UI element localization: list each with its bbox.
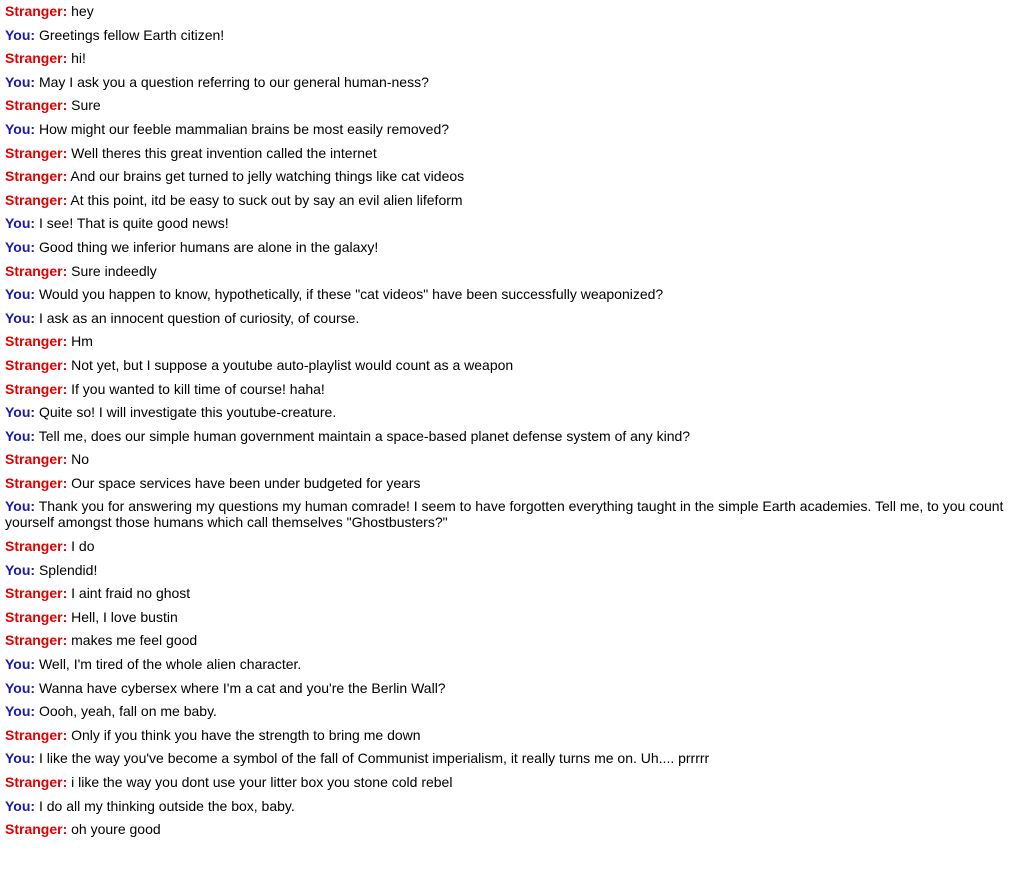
stranger-speaker-label: Stranger: [5, 97, 68, 114]
you-message [5, 74, 1024, 90]
stranger-speaker-label: Stranger: [5, 380, 68, 397]
stranger-speaker-label: Stranger: [5, 585, 68, 602]
message-text: May I ask you a question referring to our general human-ness? [38, 73, 429, 90]
stranger-message [5, 145, 1024, 161]
you-message [5, 498, 1024, 530]
stranger-speaker-label: Stranger: [5, 726, 68, 743]
stranger-message [5, 333, 1024, 349]
you-speaker-label: You: [5, 797, 36, 814]
stranger-speaker-label: Stranger: [5, 632, 68, 649]
stranger-speaker-label: Stranger: [5, 262, 68, 279]
stranger-message [5, 357, 1024, 373]
stranger-message [5, 97, 1024, 113]
stranger-speaker-label: Stranger: [5, 356, 68, 373]
message-text: hey [71, 3, 94, 19]
stranger-speaker-label: Stranger: [5, 191, 68, 208]
stranger-message [5, 381, 1024, 397]
message-text: At this point, itd be easy to suck out by say an evil alien lifeform [70, 191, 463, 208]
you-message [5, 121, 1024, 137]
message-text: No [71, 451, 90, 468]
you-speaker-label: You: [5, 120, 36, 137]
message-text: Quite so! I will investigate this youtube-creature. [38, 404, 337, 421]
message-text: Splendid! [38, 561, 98, 578]
you-speaker-label: You: [5, 427, 36, 444]
stranger-message [5, 774, 1024, 790]
stranger-speaker-label: Stranger: [5, 451, 68, 468]
message-text: I do [71, 538, 95, 555]
stranger-message [5, 3, 1024, 19]
you-speaker-label: You: [5, 238, 36, 255]
message-text: I like the way you've become a symbol of the fall of Communist imperialism, it really turns me on. Uh.... prrrrr [38, 750, 710, 767]
you-speaker-label: You: [5, 679, 36, 696]
stranger-speaker-label: Stranger: [5, 474, 68, 491]
message-text: hi! [71, 50, 86, 67]
message-text: If you wanted to kill time of course! haha! [71, 380, 325, 397]
message-text: Sure indeedly [71, 262, 157, 279]
message-text: I see! That is quite good news! [38, 215, 229, 232]
message-text: How might our feeble mammalian brains be most easily removed? [38, 120, 450, 137]
stranger-speaker-label: Stranger: [5, 144, 68, 161]
you-message [5, 750, 1024, 766]
message-text: Hell, I love bustin [71, 608, 178, 625]
stranger-speaker-label: Stranger: [5, 333, 68, 350]
message-text: And our brains get turned to jelly watching things like cat videos [70, 168, 465, 185]
stranger-message [5, 727, 1024, 743]
you-message [5, 680, 1024, 696]
message-text: Hm [71, 333, 93, 350]
you-speaker-label: You: [5, 404, 36, 421]
stranger-message [5, 632, 1024, 648]
message-text: makes me feel good [71, 632, 198, 649]
message-text: I do all my thinking outside the box, baby. [38, 797, 295, 814]
message-text: Tell me, does our simple human government maintain a space-based planet defense system of any kind? [38, 427, 691, 444]
stranger-message [5, 538, 1024, 554]
you-speaker-label: You: [5, 656, 36, 673]
message-text: I ask as an innocent question of curiosity, of course. [38, 309, 360, 326]
stranger-message [5, 585, 1024, 601]
stranger-message [5, 192, 1024, 208]
message-text: Would you happen to know, hypothetically, if these "cat videos" have been successfully weaponized? [38, 286, 664, 303]
stranger-message [5, 451, 1024, 467]
message-text: I aint fraid no ghost [71, 585, 191, 602]
stranger-speaker-label: Stranger: [5, 50, 68, 67]
you-message [5, 703, 1024, 719]
you-speaker-label: You: [5, 73, 36, 90]
stranger-message [5, 50, 1024, 66]
stranger-speaker-label: Stranger: [5, 538, 68, 555]
message-text: Only if you think you have the strength to bring me down [71, 726, 421, 743]
stranger-speaker-label: Stranger: [5, 821, 68, 838]
you-speaker-label: You: [5, 286, 36, 303]
message-text: Well, I'm tired of the whole alien character. [38, 656, 302, 673]
you-speaker-label: You: [5, 215, 36, 232]
you-message [5, 404, 1024, 420]
you-speaker-label: You: [5, 26, 36, 43]
stranger-message [5, 609, 1024, 625]
message-text: Our space services have been under budgeted for years [71, 474, 421, 491]
message-text: Thank you for answering my questions my human comrade! I seem to have forgotten everything taught in the simple Earth academies. Tell me, to you count yourself amongst those humans which call themselves "Ghostbusters?" [5, 498, 1004, 531]
stranger-speaker-label: Stranger: [5, 608, 68, 625]
you-message [5, 562, 1024, 578]
you-speaker-label: You: [5, 750, 36, 767]
stranger-message [5, 168, 1024, 184]
you-message [5, 798, 1024, 814]
message-text: Good thing we inferior humans are alone in the galaxy! [38, 238, 379, 255]
message-text: oh youre good [71, 821, 161, 838]
you-message [5, 239, 1024, 255]
you-speaker-label: You: [5, 561, 36, 578]
message-text: Sure [71, 97, 101, 114]
chat-log [5, 3, 1024, 845]
message-text: Not yet, but I suppose a youtube auto-playlist would count as a weapon [71, 356, 514, 373]
message-text: Greetings fellow Earth citizen! [38, 26, 225, 43]
you-speaker-label: You: [5, 703, 36, 720]
stranger-speaker-label: Stranger: [5, 168, 68, 185]
message-text: Oooh, yeah, fall on me baby. [38, 703, 217, 720]
you-message [5, 27, 1024, 43]
you-speaker-label: You: [5, 309, 36, 326]
message-text: Well theres this great invention called the internet [71, 144, 377, 161]
stranger-speaker-label: Stranger: [5, 774, 68, 790]
stranger-message [5, 263, 1024, 279]
message-text: i like the way you dont use your litter box you stone cold rebel [71, 774, 453, 790]
you-message [5, 215, 1024, 231]
you-message [5, 428, 1024, 444]
stranger-message [5, 475, 1024, 491]
you-message [5, 310, 1024, 326]
you-message [5, 286, 1024, 302]
you-speaker-label: You: [5, 498, 36, 515]
stranger-speaker-label: Stranger: [5, 3, 68, 19]
message-text: Wanna have cybersex where I'm a cat and you're the Berlin Wall? [38, 679, 446, 696]
you-message [5, 656, 1024, 672]
stranger-message [5, 821, 1024, 837]
